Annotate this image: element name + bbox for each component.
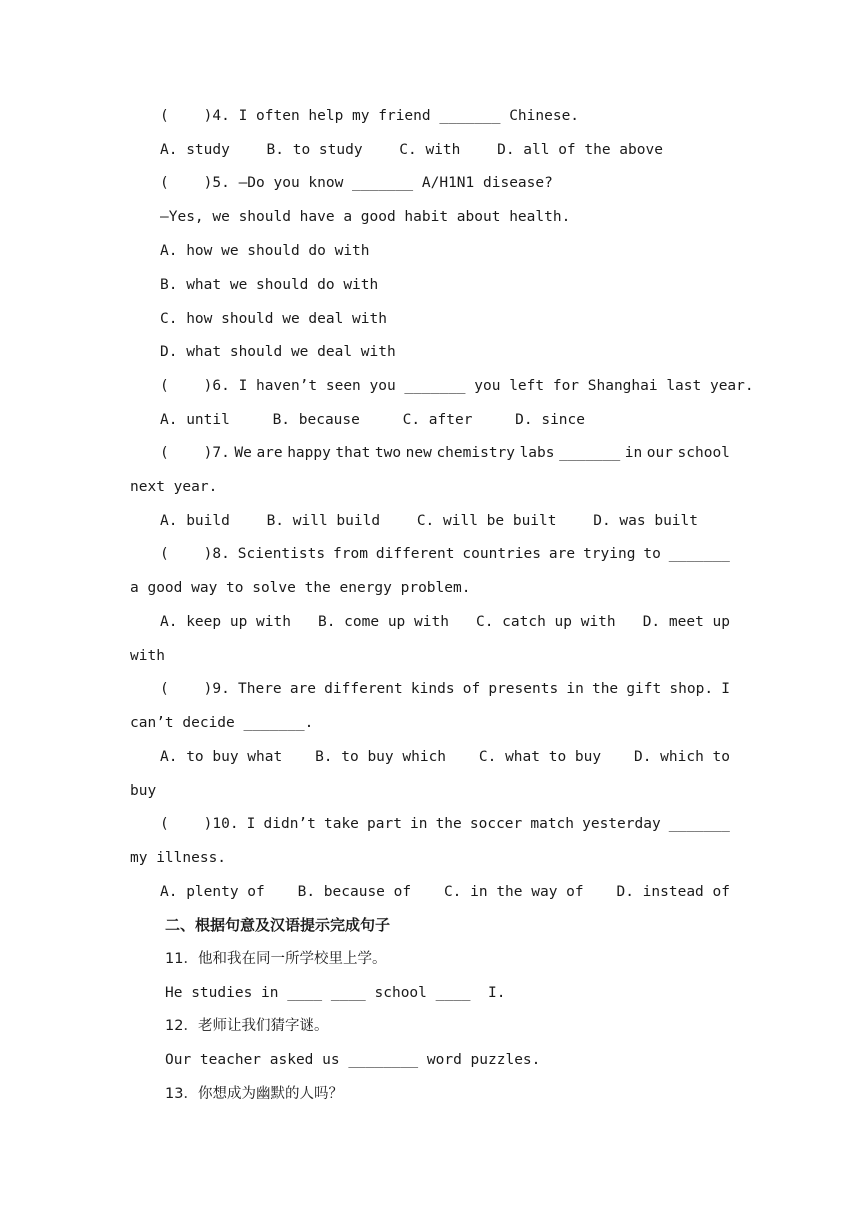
question-11-prompt: 11．他和我在同一所学校里上学。	[165, 951, 387, 967]
question-8-options-cont: with	[130, 648, 165, 664]
question-13-prompt: 13．你想成为幽默的人吗？	[165, 1086, 343, 1102]
option: C. what to buy	[478, 749, 602, 765]
question-9	[160, 679, 730, 699]
word: I	[246, 816, 256, 832]
option: D. was built	[593, 513, 698, 529]
word: match	[530, 816, 575, 832]
option: C. in the way of	[443, 884, 584, 900]
word: ( )7.	[160, 445, 230, 461]
option: B. to buy which	[315, 749, 447, 765]
word: ( )8.	[160, 546, 230, 562]
word: There	[238, 681, 282, 697]
word: gift	[626, 681, 662, 697]
option: D. what should we deal with	[160, 344, 396, 360]
word: take	[323, 816, 359, 832]
question-5-response: —Yes, we should have a good habit about health.	[160, 209, 571, 225]
question-9-options	[160, 747, 730, 767]
word: the	[435, 816, 462, 832]
word: yesterday	[582, 816, 661, 832]
word: to	[643, 546, 661, 562]
question-11: He studies in ____ ____ school ____ I.	[165, 985, 506, 1001]
word: I	[721, 681, 730, 697]
word: _______	[559, 445, 621, 461]
question-5: ( )5. —Do you know _______ A/H1N1 disease?	[160, 175, 553, 191]
question-4-options	[160, 140, 663, 160]
word: ( )9.	[160, 681, 230, 697]
option: D. meet up	[642, 614, 730, 630]
question-9-cont: can’t decide _______.	[130, 715, 314, 731]
word: new	[405, 445, 432, 461]
question-6: ( )6. I haven’t seen you _______ you left for Shanghai last year.	[160, 378, 754, 394]
section-2-heading: 二、根据句意及汉语提示完成句子	[165, 916, 391, 934]
word: two	[374, 445, 402, 461]
option: B. because	[272, 412, 360, 428]
question-10	[160, 814, 730, 834]
word: kinds	[410, 681, 455, 697]
question-4: ( )4. I often help my friend _______ Chinese.	[160, 108, 580, 124]
question-8	[160, 544, 730, 564]
word: trying	[583, 546, 636, 562]
option: D. all of the above	[497, 142, 663, 158]
word: Scientists	[237, 546, 326, 562]
option: D. instead of	[616, 884, 730, 900]
word: ( )10.	[160, 816, 239, 832]
question-8-cont: a good way to solve the energy problem.	[130, 580, 471, 596]
word: different	[375, 546, 455, 562]
question-10-options	[160, 882, 730, 902]
option: A. plenty of	[160, 884, 265, 900]
question-12-prompt: 12．老师让我们猜字谜。	[165, 1018, 329, 1034]
option: A. keep up with	[160, 614, 291, 630]
option: A. how we should do with	[160, 243, 370, 259]
word: of	[462, 681, 481, 697]
word: are	[289, 681, 317, 697]
option: A. study	[160, 142, 230, 158]
question-12: Our teacher asked us ________ word puzzles.	[165, 1052, 541, 1068]
option: A. until	[160, 412, 230, 428]
question-8-options	[160, 612, 730, 632]
question-7	[160, 443, 730, 463]
option: C. catch up with	[475, 614, 616, 630]
option: C. will be built	[416, 513, 557, 529]
option: B. will build	[266, 513, 381, 529]
word: We	[234, 445, 252, 461]
word: that	[335, 445, 371, 461]
word: _______	[668, 816, 730, 832]
word: presents	[488, 681, 559, 697]
option: B. come up with	[317, 614, 449, 630]
word: school	[677, 445, 730, 461]
word: happy	[287, 445, 331, 461]
word: are	[548, 546, 576, 562]
option: C. with	[399, 142, 461, 158]
word: part	[367, 816, 402, 832]
option: C. after	[402, 412, 473, 428]
question-6-options	[160, 410, 585, 430]
word: in	[410, 816, 428, 832]
option: A. build	[160, 513, 230, 529]
word: labs	[519, 445, 555, 461]
option: A. to buy what	[160, 749, 283, 765]
option: D. which to	[633, 749, 730, 765]
word: are	[256, 445, 283, 461]
word: our	[646, 445, 673, 461]
option: B. what we should do with	[160, 277, 379, 293]
option: B. to study	[266, 142, 363, 158]
word: from	[333, 546, 368, 562]
word: in	[624, 445, 643, 461]
question-9-options-cont: buy	[130, 783, 157, 799]
word: the	[591, 681, 619, 697]
word: in	[566, 681, 584, 697]
word: countries	[462, 546, 541, 562]
word: chemistry	[436, 445, 516, 461]
question-10-cont: my illness.	[130, 850, 227, 866]
word: different	[324, 681, 403, 697]
word: soccer	[469, 816, 523, 832]
option: C. how should we deal with	[160, 311, 387, 327]
word: didn’t	[263, 816, 316, 832]
word: shop.	[669, 681, 714, 697]
option: B. because of	[297, 884, 412, 900]
question-7-cont: next year.	[130, 479, 218, 495]
option: D. since	[515, 412, 585, 428]
question-7-options	[160, 511, 698, 531]
word: _______	[668, 546, 730, 562]
